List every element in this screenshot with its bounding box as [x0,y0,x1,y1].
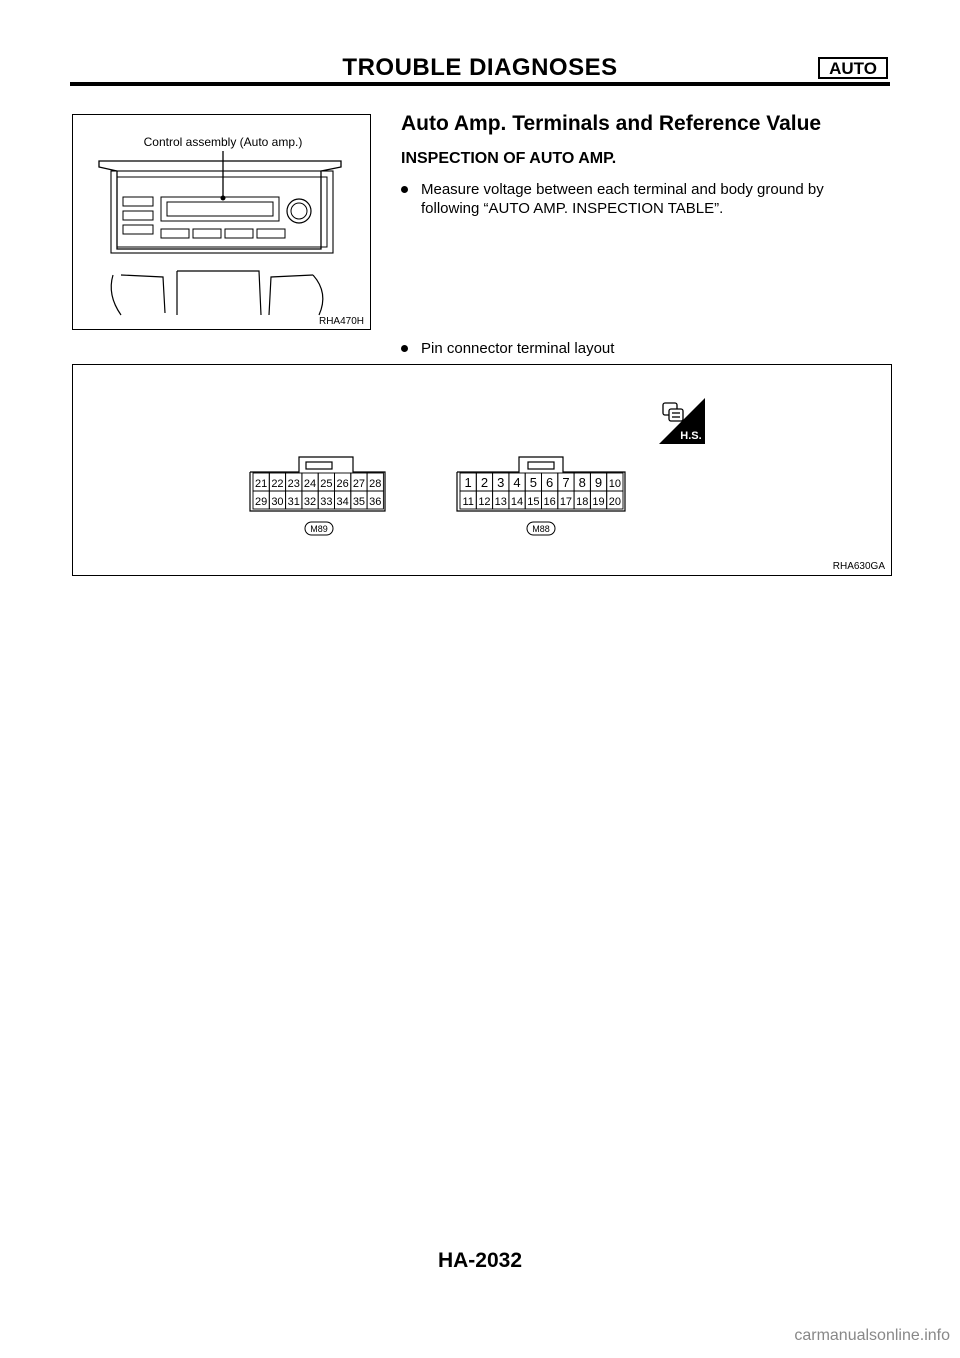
terminal-number: 19 [592,496,605,508]
header-title: TROUBLE DIAGNOSES [342,54,618,81]
bullet-line-1: Measure voltage between each terminal and body ground by [421,181,824,198]
terminal-number: 36 [369,496,382,508]
page-number: HA-2032 [437,1249,523,1272]
terminal-number: 26 [336,478,349,490]
terminal-number: 7 [562,475,570,490]
terminal-number: 8 [578,475,586,490]
terminal-number: 14 [510,496,524,508]
connector-id-m89: M89 [310,524,328,534]
terminal-number: 35 [352,496,366,508]
bullet-pin-layout [401,339,801,359]
terminal-number: 16 [543,496,556,508]
bullet-line-2: following “AUTO AMP. INSPECTION TABLE”. [421,200,724,217]
terminal-number: 29 [255,496,268,508]
terminal-number: 11 [462,496,474,508]
terminal-number: 13 [494,496,507,508]
terminal-number: 34 [336,496,349,508]
terminal-number: 22 [271,478,284,490]
control-assembly-figure [72,114,371,330]
figure2-code: RHA630GA [832,561,885,572]
hs-label: H.S. [680,430,702,442]
header-rule [70,82,890,86]
terminal-number: 24 [303,478,317,490]
terminal-number: 15 [527,496,540,508]
bullet-pin-layout-text: Pin connector terminal layout [421,340,615,357]
figure1-code: RHA470H [318,316,364,327]
terminal-number: 17 [559,496,573,508]
terminal-number: 23 [287,478,300,490]
bullet-dot-icon [401,345,408,352]
pin-connector-figure [72,364,892,576]
terminal-number: 32 [303,496,317,508]
terminal-number: 1 [464,475,472,490]
terminal-number: 21 [255,478,268,490]
terminal-number: 2 [480,475,489,490]
section-subtitle: INSPECTION OF AUTO AMP. [401,150,617,167]
terminal-number: 27 [352,478,366,490]
terminal-number: 33 [320,496,333,508]
terminal-number: 6 [546,475,554,490]
pin-connector-drawing [73,365,893,577]
header-badge: AUTO [818,57,888,79]
terminal-number: 9 [594,475,603,490]
control-assembly-drawing [73,115,372,331]
terminal-number: 18 [576,496,589,508]
terminal-number: 25 [320,478,333,490]
bullet-dot-icon [401,186,408,193]
section-title: Auto Amp. Terminals and Reference Value [401,112,822,135]
terminal-number: 4 [513,475,521,490]
bullet-measure-voltage [401,180,901,220]
terminal-number: 5 [529,475,537,490]
terminal-number: 3 [497,475,505,490]
terminal-number: 28 [369,478,382,490]
terminal-number: 10 [608,478,621,490]
terminal-number: 12 [478,496,491,508]
watermark: carmanualsonline.info [794,1327,950,1344]
terminal-number: 31 [287,496,300,508]
connector-id-m88: M88 [532,524,550,534]
control-assembly-caption: Control assembly (Auto amp.) [143,135,303,149]
terminal-number: 20 [608,496,621,508]
terminal-number: 30 [271,496,284,508]
